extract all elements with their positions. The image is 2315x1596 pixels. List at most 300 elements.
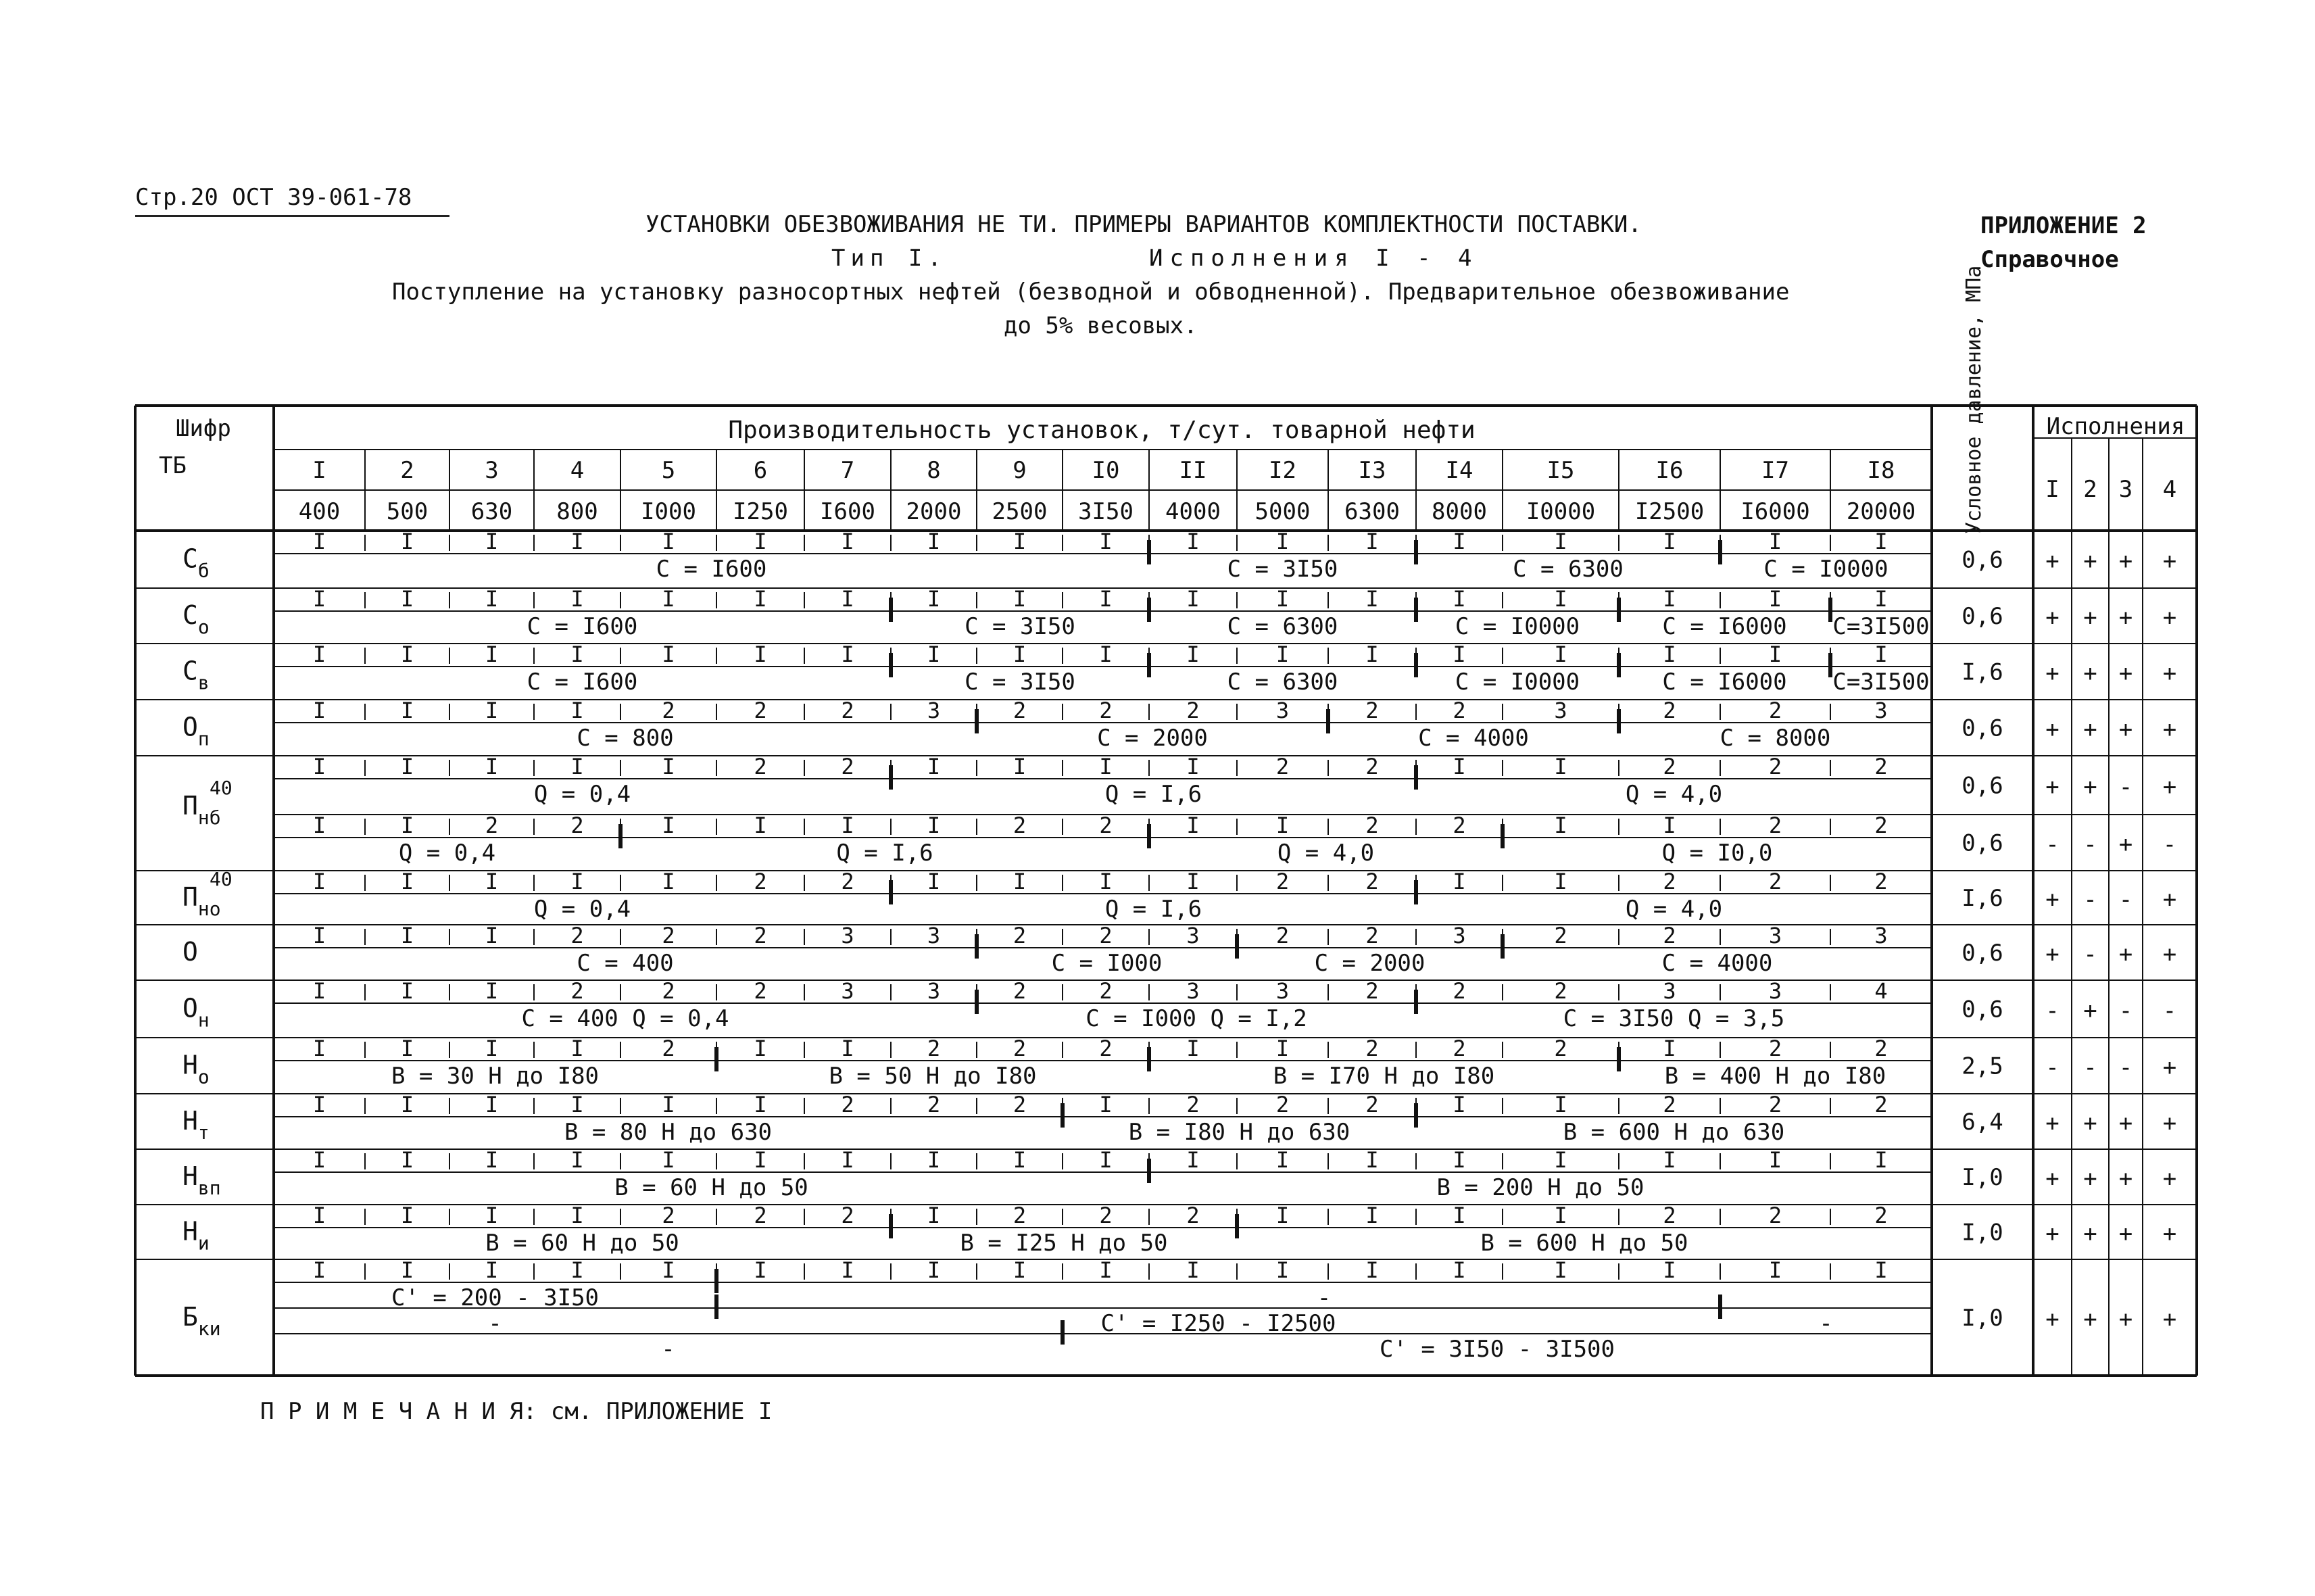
unit-count: 2 (927, 1092, 941, 1117)
unit-count: I (1453, 586, 1466, 612)
exec-mark: + (2045, 1220, 2060, 1248)
group-label: В = 50 Н до I80 (829, 1063, 1037, 1090)
unit-count: I (312, 813, 326, 838)
unit-count: I (312, 923, 326, 948)
pressure-value: 2,5 (1961, 1053, 2003, 1080)
capacity-value: 2500 (992, 498, 1048, 525)
unit-count: 3 (1186, 978, 1200, 1004)
unit-count: 2 (754, 1203, 767, 1228)
unit-count: 2 (754, 978, 767, 1004)
unit-count: 2 (1874, 813, 1888, 838)
group-label: В = 200 Н до 50 (1436, 1174, 1644, 1201)
unit-count: I (1186, 754, 1200, 779)
exec-mark: - (2162, 831, 2177, 859)
unit-count: I (754, 1257, 767, 1283)
unit-count: I (570, 529, 584, 554)
unit-count: 2 (1099, 698, 1113, 723)
unit-count: I (312, 529, 326, 554)
unit-count: I (754, 529, 767, 554)
unit-count: I (841, 1147, 854, 1173)
group-label: С = 2000 (1314, 950, 1425, 977)
subtitle-continued: до 5% весовых. (1004, 312, 1198, 339)
exec-mark: + (2045, 886, 2060, 913)
group-label: С = 3I50 Q = 3,5 (1563, 1005, 1785, 1032)
unit-count: 2 (1768, 754, 1782, 779)
unit-count: I (1013, 869, 1027, 894)
group-label: В = 30 Н до I80 (391, 1063, 600, 1090)
exec-mark: + (2045, 660, 2060, 687)
unit-count: I (927, 754, 941, 779)
unit-count: I (400, 1147, 414, 1173)
unit-count: I (1453, 529, 1466, 554)
exec-mark: + (2162, 941, 2177, 968)
exec-mark: - (2118, 997, 2133, 1025)
unit-count: 2 (1554, 923, 1567, 948)
unit-count: I (1554, 869, 1567, 894)
unit-count: I (400, 754, 414, 779)
unit-count: 3 (927, 923, 941, 948)
group-label: Q = I0,0 (1661, 840, 1773, 867)
unit-count: I (485, 869, 499, 894)
exec-mark: + (2118, 716, 2133, 744)
unit-count: I (841, 642, 854, 667)
unit-count: I (400, 869, 414, 894)
unit-count: I (1453, 1147, 1466, 1173)
unit-count: 2 (1663, 1203, 1676, 1228)
unit-count: I (1554, 754, 1567, 779)
group-label: С = 6300 (1513, 556, 1624, 583)
unit-count: I (662, 754, 675, 779)
group-label: С = I0000 (1455, 613, 1580, 640)
group-label: С=3I500 (1832, 613, 1930, 640)
pressure-value: 0,6 (1961, 772, 2003, 800)
exec-number: I (2045, 476, 2060, 503)
unit-count: I (927, 813, 941, 838)
unit-count: I (570, 1257, 584, 1283)
unit-count: I (400, 586, 414, 612)
reference-label: Справочное (1980, 246, 2119, 273)
unit-count: I (1663, 586, 1676, 612)
unit-count: 2 (841, 698, 854, 723)
group-label: С = 400 Q = 0,4 (521, 1005, 729, 1032)
unit-count: 2 (1186, 1092, 1200, 1117)
unit-count: 2 (570, 813, 584, 838)
unit-count: 2 (1013, 978, 1027, 1004)
group-label: В = I25 Н до 50 (960, 1230, 1168, 1257)
group-label: С = I6000 (1662, 669, 1787, 696)
exec-mark: - (2118, 886, 2133, 913)
code-header: Шифр (176, 415, 231, 442)
capacity-value: 6300 (1344, 498, 1400, 525)
unit-count: 2 (841, 754, 854, 779)
unit-count: I (754, 1092, 767, 1117)
group-label: С = 6300 (1227, 613, 1338, 640)
unit-count: I (485, 698, 499, 723)
unit-count: I (662, 813, 675, 838)
exec-mark: + (2083, 1220, 2097, 1248)
unit-count: I (570, 642, 584, 667)
unit-count: 2 (570, 923, 584, 948)
unit-count: 3 (841, 978, 854, 1004)
unit-count: I (485, 978, 499, 1004)
unit-count: I (1186, 869, 1200, 894)
unit-count: I (1768, 1147, 1782, 1173)
unit-count: I (1099, 529, 1113, 554)
unit-count: 2 (1768, 1203, 1782, 1228)
pressure-header: Условное давление, МПа (1962, 265, 1986, 534)
exec-mark: + (2045, 1110, 2060, 1137)
group-label: С = 8000 (1720, 725, 1831, 752)
unit-count: I (485, 1147, 499, 1173)
unit-count: I (662, 1092, 675, 1117)
group-label: Q = 0,4 (533, 781, 631, 808)
capacity-value: I6000 (1740, 498, 1810, 525)
unit-count: I (485, 1092, 499, 1117)
unit-count: I (1013, 642, 1027, 667)
unit-count: I (570, 754, 584, 779)
unit-count: I (1663, 1147, 1676, 1173)
capacity-value: 630 (470, 498, 513, 525)
exec-mark: - (2045, 1054, 2060, 1082)
unit-count: I (400, 813, 414, 838)
unit-count: 2 (841, 1203, 854, 1228)
unit-count: I (400, 529, 414, 554)
row-code: $С_б$ (182, 543, 210, 582)
unit-count: I (312, 1257, 326, 1283)
exec-mark: + (2162, 660, 2177, 687)
row-code: $О_н$ (182, 993, 210, 1032)
pressure-value: 0,6 (1961, 829, 2003, 857)
unit-count: 2 (1874, 1203, 1888, 1228)
unit-count: 3 (1768, 923, 1782, 948)
column-number: 3 (485, 457, 499, 484)
group-label: С = 6300 (1227, 669, 1338, 696)
unit-count: 2 (1275, 1092, 1290, 1117)
unit-count: I (1365, 1257, 1379, 1283)
exec-mark: + (2162, 1220, 2177, 1248)
capacity-value: 2000 (906, 498, 962, 525)
unit-count: I (1275, 1257, 1290, 1283)
row-code-superscript: 40 (210, 777, 233, 799)
column-number: 9 (1013, 457, 1027, 484)
capacity-value: I600 (820, 498, 875, 525)
group-label: С = I6000 (1662, 613, 1787, 640)
group-label: Q = I,6 (1104, 781, 1202, 808)
exec-number: 2 (2083, 476, 2097, 503)
unit-count: 3 (1874, 923, 1888, 948)
unit-count: I (841, 1257, 854, 1283)
group-label: С = 3I50 (965, 613, 1075, 640)
column-number: I0 (1092, 457, 1120, 484)
group-label: С' = 200 - 3I50 (391, 1284, 600, 1311)
executions-line: Исполнения I - 4 (1149, 245, 1479, 272)
unit-count: 3 (1554, 698, 1567, 723)
unit-count: I (312, 586, 326, 612)
column-number: I3 (1358, 457, 1386, 484)
capacity-value: I250 (733, 498, 788, 525)
unit-count: I (1275, 1203, 1290, 1228)
group-label: Q = 4,0 (1277, 840, 1375, 867)
unit-count: 2 (1013, 1092, 1027, 1117)
unit-count: I (1663, 529, 1676, 554)
unit-count: I (1663, 1257, 1676, 1283)
exec-mark: + (2162, 1165, 2177, 1192)
unit-count: I (662, 642, 675, 667)
notes: П Р И М Е Ч А Н И Я: см. ПРИЛОЖЕНИЕ I (260, 1398, 773, 1425)
group-label: В = 60 Н до 50 (485, 1230, 679, 1257)
exec-mark: + (2118, 831, 2133, 859)
group-label: С' = I250 - I2500 (1100, 1310, 1336, 1337)
group-label: Q = I,6 (836, 840, 933, 867)
group-label: С = 800 (577, 725, 674, 752)
column-number: I4 (1445, 457, 1473, 484)
capacity-value: 5000 (1254, 498, 1311, 525)
page-number-header: Стр.20 ОСТ 39-061-78 (135, 184, 412, 211)
exec-mark: + (2045, 604, 2060, 631)
unit-count: I (485, 586, 499, 612)
exec-mark: + (2118, 1165, 2133, 1192)
unit-count: I (1186, 1147, 1200, 1173)
column-number: I6 (1655, 457, 1684, 484)
row-code: $П_{нб}$ (182, 791, 221, 829)
exec-mark: + (2045, 1306, 2060, 1333)
unit-count: 2 (1365, 978, 1379, 1004)
group-label: - (1317, 1284, 1332, 1311)
unit-count: I (1186, 813, 1200, 838)
unit-count: 2 (662, 1203, 675, 1228)
exec-mark: - (2118, 773, 2133, 801)
unit-count: I (754, 813, 767, 838)
capacity-value: I2500 (1634, 498, 1705, 525)
unit-count: 2 (1663, 923, 1676, 948)
exec-number: 4 (2162, 476, 2177, 503)
exec-mark: + (2083, 773, 2097, 801)
pressure-value: I,0 (1961, 1164, 2003, 1191)
row-code: $Н_{вп}$ (182, 1161, 221, 1199)
unit-count: I (485, 754, 499, 779)
unit-count: I (927, 586, 941, 612)
unit-count: I (570, 1147, 584, 1173)
unit-count: 2 (1663, 869, 1676, 894)
unit-count: I (1554, 813, 1567, 838)
unit-count: 2 (662, 923, 675, 948)
unit-count: 2 (1365, 869, 1379, 894)
unit-count: I (1099, 586, 1113, 612)
unit-count: I (841, 1036, 854, 1061)
unit-count: I (312, 1203, 326, 1228)
unit-count: I (1365, 1203, 1379, 1228)
column-number: I (312, 457, 326, 484)
capacity-value: 800 (556, 498, 598, 525)
unit-count: 2 (1874, 754, 1888, 779)
unit-count: 2 (1186, 1203, 1200, 1228)
exec-mark: + (2083, 1110, 2097, 1137)
exec-mark: + (2083, 716, 2097, 744)
column-number: I8 (1867, 457, 1895, 484)
unit-count: I (1554, 1257, 1567, 1283)
row-code: $Н_т$ (182, 1106, 210, 1144)
unit-count: 2 (1365, 1036, 1379, 1061)
group-label: С = 3I50 (965, 669, 1075, 696)
unit-count: I (400, 923, 414, 948)
unit-count: I (400, 1036, 414, 1061)
group-label: В = I70 Н до I80 (1273, 1063, 1495, 1090)
group-label: В = 400 Н до I80 (1664, 1063, 1886, 1090)
group-label: С = I000 (1051, 950, 1163, 977)
unit-count: I (1099, 1147, 1113, 1173)
unit-count: I (662, 529, 675, 554)
unit-count: I (1453, 1092, 1466, 1117)
unit-count: I (1275, 586, 1290, 612)
unit-count: I (754, 1147, 767, 1173)
unit-count: I (1554, 642, 1567, 667)
unit-count: I (1013, 1147, 1027, 1173)
group-label: С = I0000 (1455, 669, 1580, 696)
row-code: $П_{но}$ (182, 882, 221, 920)
unit-count: I (927, 1203, 941, 1228)
unit-count: 2 (1768, 869, 1782, 894)
unit-count: I (1275, 642, 1290, 667)
unit-count: I (1099, 642, 1113, 667)
unit-count: I (400, 642, 414, 667)
row-code: $С_в$ (182, 656, 210, 694)
unit-count: I (1768, 1257, 1782, 1283)
unit-count: I (570, 698, 584, 723)
exec-mark: + (2162, 1110, 2177, 1137)
unit-count: I (570, 869, 584, 894)
unit-count: 3 (1275, 698, 1290, 723)
exec-mark: - (2045, 831, 2060, 859)
exec-mark: + (2162, 548, 2177, 575)
unit-count: 2 (1874, 1036, 1888, 1061)
unit-count: 2 (1768, 1092, 1782, 1117)
row-code: $С_о$ (182, 600, 210, 638)
unit-count: I (841, 813, 854, 838)
group-label: С' = 3I50 - 3I500 (1380, 1336, 1615, 1363)
unit-count: 2 (1453, 978, 1466, 1004)
column-number: 6 (753, 457, 768, 484)
exec-mark: + (2045, 773, 2060, 801)
exec-mark: + (2045, 548, 2060, 575)
unit-count: I (1554, 529, 1567, 554)
unit-count: I (1186, 529, 1200, 554)
unit-count: 3 (927, 978, 941, 1004)
unit-count: I (485, 923, 499, 948)
unit-count: 2 (1453, 698, 1466, 723)
unit-count: I (312, 1036, 326, 1061)
group-label: С = I600 (656, 556, 767, 583)
group-label: С = I600 (527, 669, 638, 696)
unit-count: 2 (1099, 813, 1113, 838)
group-label: С = I600 (527, 613, 638, 640)
row-code: $Н_о$ (182, 1050, 210, 1088)
unit-count: I (1365, 642, 1379, 667)
unit-count: 2 (1874, 869, 1888, 894)
exec-mark: + (2083, 1165, 2097, 1192)
unit-count: 2 (754, 869, 767, 894)
group-label: - (1819, 1310, 1833, 1337)
unit-count: 2 (754, 754, 767, 779)
unit-count: I (1365, 529, 1379, 554)
unit-count: 3 (1874, 698, 1888, 723)
pressure-value: I,6 (1961, 658, 2003, 686)
unit-count: I (1453, 642, 1466, 667)
unit-count: 3 (1275, 978, 1290, 1004)
exec-mark: + (2083, 1306, 2097, 1333)
unit-count: I (927, 642, 941, 667)
unit-count: 2 (754, 698, 767, 723)
group-label: Q = 4,0 (1625, 781, 1723, 808)
group-label: - (488, 1310, 502, 1337)
exec-mark: - (2162, 997, 2177, 1025)
unit-count: I (1099, 1257, 1113, 1283)
unit-count: 2 (841, 1092, 854, 1117)
exec-mark: + (2162, 604, 2177, 631)
group-label: В = 60 Н до 50 (614, 1174, 808, 1201)
unit-count: I (662, 1147, 675, 1173)
unit-count: I (662, 1257, 675, 1283)
unit-count: 2 (1013, 1203, 1027, 1228)
unit-count: 2 (570, 978, 584, 1004)
group-label: В = 600 Н до 50 (1480, 1230, 1688, 1257)
exec-header: Исполнения (2046, 413, 2185, 440)
unit-count: I (1013, 1257, 1027, 1283)
unit-count: I (1453, 1203, 1466, 1228)
unit-count: I (1554, 1203, 1567, 1228)
unit-count: 2 (1768, 698, 1782, 723)
unit-count: I (1186, 586, 1200, 612)
unit-count: 2 (1365, 813, 1379, 838)
exec-number: 3 (2118, 476, 2133, 503)
exec-mark: + (2162, 1306, 2177, 1333)
unit-count: I (927, 1147, 941, 1173)
unit-count: I (1453, 754, 1466, 779)
unit-count: I (1099, 869, 1113, 894)
pressure-value: 0,6 (1961, 996, 2003, 1023)
exec-mark: + (2083, 660, 2097, 687)
group-label: Q = 0,4 (533, 896, 631, 923)
capacity-value: I000 (641, 498, 696, 525)
unit-count: I (400, 978, 414, 1004)
capacity-value: 8000 (1432, 498, 1487, 525)
pressure-value: 0,6 (1961, 546, 2003, 574)
pressure-value: I,0 (1961, 1219, 2003, 1247)
unit-count: I (1768, 529, 1782, 554)
unit-count: 3 (927, 698, 941, 723)
unit-count: I (1554, 1092, 1567, 1117)
column-number: I2 (1269, 457, 1296, 484)
unit-count: I (485, 529, 499, 554)
unit-count: I (1768, 586, 1782, 612)
exec-mark: - (2083, 1054, 2097, 1082)
unit-count: 2 (1663, 754, 1676, 779)
pressure-value: I,0 (1961, 1305, 2003, 1332)
unit-count: I (1453, 1257, 1466, 1283)
subtitle: Поступление на установку разносортных нефтей (безводной и обводненной). Предварительное обезвоживание (392, 279, 1790, 306)
document-title: УСТАНОВКИ ОБЕЗВОЖИВАНИЯ НЕ ТИ. ПРИМЕРЫ ВАРИАНТОВ КОМПЛЕКТНОСТИ ПОСТАВКИ. (645, 211, 1642, 238)
pressure-value: 6,4 (1961, 1109, 2003, 1136)
pressure-value: 0,6 (1961, 715, 2003, 742)
unit-count: I (927, 1257, 941, 1283)
exec-mark: + (2083, 548, 2097, 575)
unit-count: 2 (1013, 813, 1027, 838)
unit-count: I (1874, 586, 1888, 612)
group-label: С = I000 Q = I,2 (1086, 1005, 1307, 1032)
group-label: С = 3I50 (1227, 556, 1338, 583)
code-header-sub: ТБ (159, 452, 187, 479)
unit-count: 2 (1365, 754, 1379, 779)
pressure-value: 0,6 (1961, 940, 2003, 967)
